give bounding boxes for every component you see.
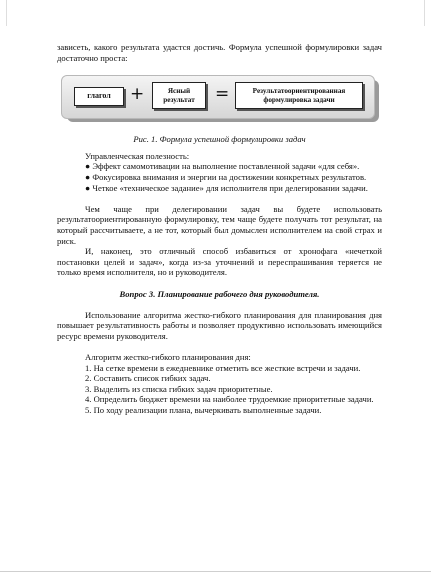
intro-paragraph: зависеть, какого результата удастся достичь. Формула успешной формулировки задач достаточно проста: [57,42,382,63]
algorithm-title: Алгоритм жестко-гибкого планирования дня: [85,352,251,363]
algorithm-step: 1. На сетке времени в ежедневнике отметить все жесткие встречи и задачи. [85,362,361,373]
bullet-icon: ● [85,182,91,193]
equals-sign: = [215,84,230,105]
usefulness-item: ● Эффект самомотивации на выполнение поставленной задачи «для себя». [85,161,360,172]
result-oriented-task-box: Результатоориентированная формулировка задачи [235,82,363,109]
algorithm-step: 2. Составить список гибких задач. [85,373,211,384]
page-edge-bottom [0,571,431,572]
usefulness-item: ● Фокусировка внимания и энергии на достижении конкретных результатов. [85,171,367,182]
page-edge-left [6,0,7,26]
plus-sign: + [130,84,145,105]
page-content [57,42,382,416]
bullet-icon: ● [85,161,91,172]
page-edge-right [424,0,425,26]
bullet-icon: ● [85,171,91,182]
algorithm-step: 4. Определить бюджет времени на наиболее трудоемкие приоритетные задачи. [85,394,374,405]
paragraph-delegation: Чем чаще при делегировании задач вы будете использовать результатоориентированную формулировку, тем чаще будете получать тот результат, на который рассчитываете, а не тот, который был домыслен исполнителем на свой страх и риск. [57,203,382,246]
algorithm-step: 5. По ходу реализации плана, вычеркивать выполненные задачи. [85,405,322,416]
usefulness-item: ● Четкое «техническое задание» для исполнителя при делегировании задачи. [85,182,368,193]
section-heading: Вопрос 3. Планирование рабочего дня руководителя. [119,288,320,299]
usefulness-title: Управленческая полезность: [85,150,190,161]
clear-result-box: Ясный результат [152,82,206,109]
algorithm-step: 3. Выделить из списка гибких задач приоритетные. [85,383,273,394]
figure-caption: Рис. 1. Формула успешной формулировки задач [133,134,306,145]
paragraph-algorithm-intro: Использование алгоритма жестко-гибкого планирования для планирования дня повышает результативность работы и позволяет продуктивно использовать имеющийся ресурс времени руководителя. [57,309,382,341]
paragraph-time-waster: И, наконец, это отличный способ избавиться от хронофага «нечеткой постановки целей и задач», когда из-за уточнений и переспрашивания теряется не только время исполнителя, но и руководителя. [57,246,382,278]
verb-box: глагол [74,87,124,106]
formula-figure [57,72,384,132]
